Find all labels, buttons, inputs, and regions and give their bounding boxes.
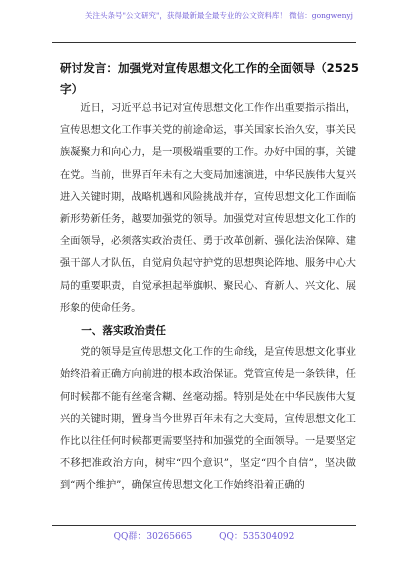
section-1-paragraph: 党的领导是宣传思想文化工作的生命线，是宣传思想文化事业始终沿着正确方向前进的根本政治保证。党管宣传是一条铁律，任何时候都不能有丝毫含糊、丝毫动摇。特别是处在中华民族伟大复兴的关键时期，置身当今世界百年未有之大变局，宣传思想文化工作比以往任何时候都更需要坚持和加强党的全面领导。一是要坚定不移把准政治方向，树牢“四个意识”，坚定“四个自信”，坚决做到“两个维护”，确保宣传思想文化工作始终沿着正确的 (60, 347, 356, 492)
footer-divider (52, 525, 356, 526)
header-divider (52, 42, 356, 43)
footer (0, 530, 408, 544)
intro-paragraph: 近日，习近平总书记对宣传思想文化工作作出重要指示指出，宣传思想文化工作事关党的前途命运，事关国家长治久安，事关民族凝聚力和向心力，是一项极端重要的工作。办好中国的事，关键在党。当前，世界百年未有之大变局加速演进，中华民族伟大复兴进入关键时期，战略机遇和风险挑战并存，宣传思想文化工作面临新形势新任务，越要加强党的领导。加强党对宣传思想文化工作的全面领导，必须落实政治责任、勇于改革创新、强化法治保障、建强干部人才队伍，自觉肩负起守护党的思想舆论阵地、服务中心大局的重要职责，自觉承担起举旗帜、聚民心、育新人、兴文化、展形象的使命任务。 (60, 103, 356, 314)
document-title: 研讨发言：加强党对宣传思想文化工作的全面领导（2525字） (60, 61, 359, 96)
document-body (60, 98, 356, 498)
footer-qq-group: QQ群：30265665 (113, 532, 193, 542)
header-note: 关注头条号"公文研究"，获得最新最全最专业的公文资料库！ 微信：gongwenyj (85, 11, 353, 20)
footer-qq: QQ：535304092 (219, 532, 295, 542)
section-heading-1: 一、落实政治责任 (81, 325, 166, 338)
